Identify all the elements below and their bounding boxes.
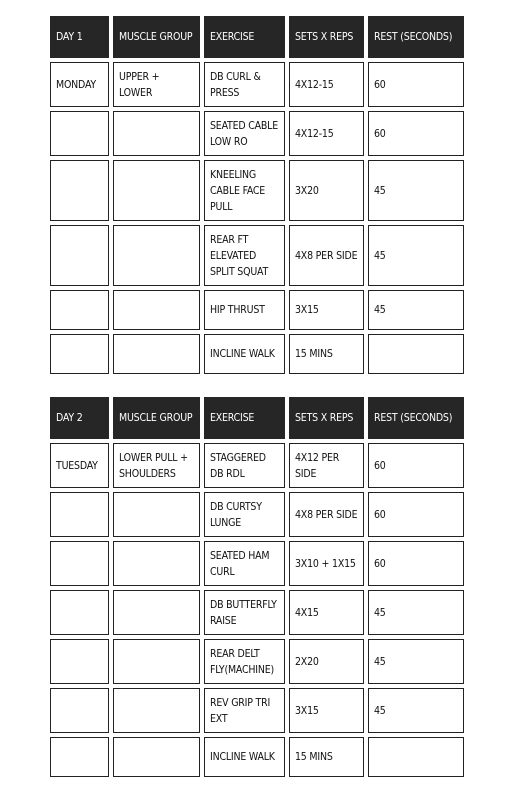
muscle-group-cell: [113, 639, 200, 684]
exercise-cell: HIP THRUST: [204, 290, 285, 330]
muscle-group-cell: [113, 492, 200, 537]
day2-table: [50, 397, 464, 781]
rest-cell: 60: [368, 62, 464, 107]
day-cell: [50, 290, 109, 330]
header-exercise: EXERCISE: [204, 397, 285, 439]
table-row: [50, 443, 464, 488]
day-cell: [50, 334, 109, 374]
header-day: DAY 1: [50, 16, 109, 58]
table-header-row: [50, 16, 464, 58]
table-row: [50, 160, 464, 221]
muscle-group-cell: [113, 688, 200, 733]
sets-reps-cell: 3X10 + 1X15: [289, 541, 364, 586]
day-cell: [50, 492, 109, 537]
table-row: [50, 492, 464, 537]
table-row: [50, 737, 464, 777]
muscle-group-cell: [113, 737, 200, 777]
day-cell: TUESDAY: [50, 443, 109, 488]
header-muscle-group: MUSCLE GROUP: [113, 16, 200, 58]
muscle-group-cell: UPPER + LOWER: [113, 62, 200, 107]
rest-cell: 45: [368, 688, 464, 733]
rest-cell: [368, 737, 464, 777]
sets-reps-cell: 4X8 PER SIDE: [289, 492, 364, 537]
table-row: [50, 590, 464, 635]
exercise-cell: REAR DELT FLY(MACHINE): [204, 639, 285, 684]
sets-reps-cell: 15 MINS: [289, 334, 364, 374]
exercise-cell: INCLINE WALK: [204, 334, 285, 374]
muscle-group-cell: [113, 160, 200, 221]
rest-cell: 45: [368, 160, 464, 221]
sets-reps-cell: 3X15: [289, 290, 364, 330]
day-cell: [50, 225, 109, 286]
sets-reps-cell: 4X8 PER SIDE: [289, 225, 364, 286]
muscle-group-cell: [113, 290, 200, 330]
table-header-row: [50, 397, 464, 439]
table-row: [50, 688, 464, 733]
header-rest: REST (SECONDS): [368, 397, 464, 439]
exercise-cell: DB CURTSY LUNGE: [204, 492, 285, 537]
muscle-group-cell: [113, 111, 200, 156]
sets-reps-cell: 4X12-15: [289, 62, 364, 107]
sets-reps-cell: 3X20: [289, 160, 364, 221]
exercise-cell: REAR FT ELEVATED SPLIT SQUAT: [204, 225, 285, 286]
rest-cell: 60: [368, 443, 464, 488]
table-row: [50, 290, 464, 330]
day-cell: [50, 737, 109, 777]
table-row: [50, 225, 464, 286]
exercise-cell: INCLINE WALK: [204, 737, 285, 777]
day-cell: [50, 160, 109, 221]
table-row: [50, 541, 464, 586]
rest-cell: 45: [368, 225, 464, 286]
sets-reps-cell: 15 MINS: [289, 737, 364, 777]
muscle-group-cell: [113, 334, 200, 374]
muscle-group-cell: [113, 590, 200, 635]
table-row: [50, 334, 464, 374]
table-row: [50, 62, 464, 107]
muscle-group-cell: [113, 541, 200, 586]
table-row: [50, 639, 464, 684]
sets-reps-cell: 4X12 PER SIDE: [289, 443, 364, 488]
day-cell: [50, 541, 109, 586]
muscle-group-cell: LOWER PULL + SHOULDERS: [113, 443, 200, 488]
header-sets-reps: SETS X REPS: [289, 16, 364, 58]
rest-cell: 45: [368, 590, 464, 635]
day-cell: MONDAY: [50, 62, 109, 107]
rest-cell: 45: [368, 639, 464, 684]
header-day: DAY 2: [50, 397, 109, 439]
rest-cell: 45: [368, 290, 464, 330]
day-cell: [50, 639, 109, 684]
exercise-cell: DB CURL & PRESS: [204, 62, 285, 107]
rest-cell: 60: [368, 541, 464, 586]
exercise-cell: SEATED HAM CURL: [204, 541, 285, 586]
muscle-group-cell: [113, 225, 200, 286]
exercise-cell: REV GRIP TRI EXT: [204, 688, 285, 733]
sets-reps-cell: 2X20: [289, 639, 364, 684]
day-cell: [50, 111, 109, 156]
exercise-cell: DB BUTTERFLY RAISE: [204, 590, 285, 635]
rest-cell: 60: [368, 492, 464, 537]
header-exercise: EXERCISE: [204, 16, 285, 58]
header-muscle-group: MUSCLE GROUP: [113, 397, 200, 439]
day1-table: [50, 16, 464, 378]
rest-cell: 60: [368, 111, 464, 156]
exercise-cell: STAGGERED DB RDL: [204, 443, 285, 488]
exercise-cell: SEATED CABLE LOW RO: [204, 111, 285, 156]
rest-cell: [368, 334, 464, 374]
sets-reps-cell: 4X15: [289, 590, 364, 635]
day-cell: [50, 590, 109, 635]
sets-reps-cell: 4X12-15: [289, 111, 364, 156]
table-row: [50, 111, 464, 156]
day-cell: [50, 688, 109, 733]
header-sets-reps: SETS X REPS: [289, 397, 364, 439]
sets-reps-cell: 3X15: [289, 688, 364, 733]
exercise-cell: KNEELING CABLE FACE PULL: [204, 160, 285, 221]
header-rest: REST (SECONDS): [368, 16, 464, 58]
